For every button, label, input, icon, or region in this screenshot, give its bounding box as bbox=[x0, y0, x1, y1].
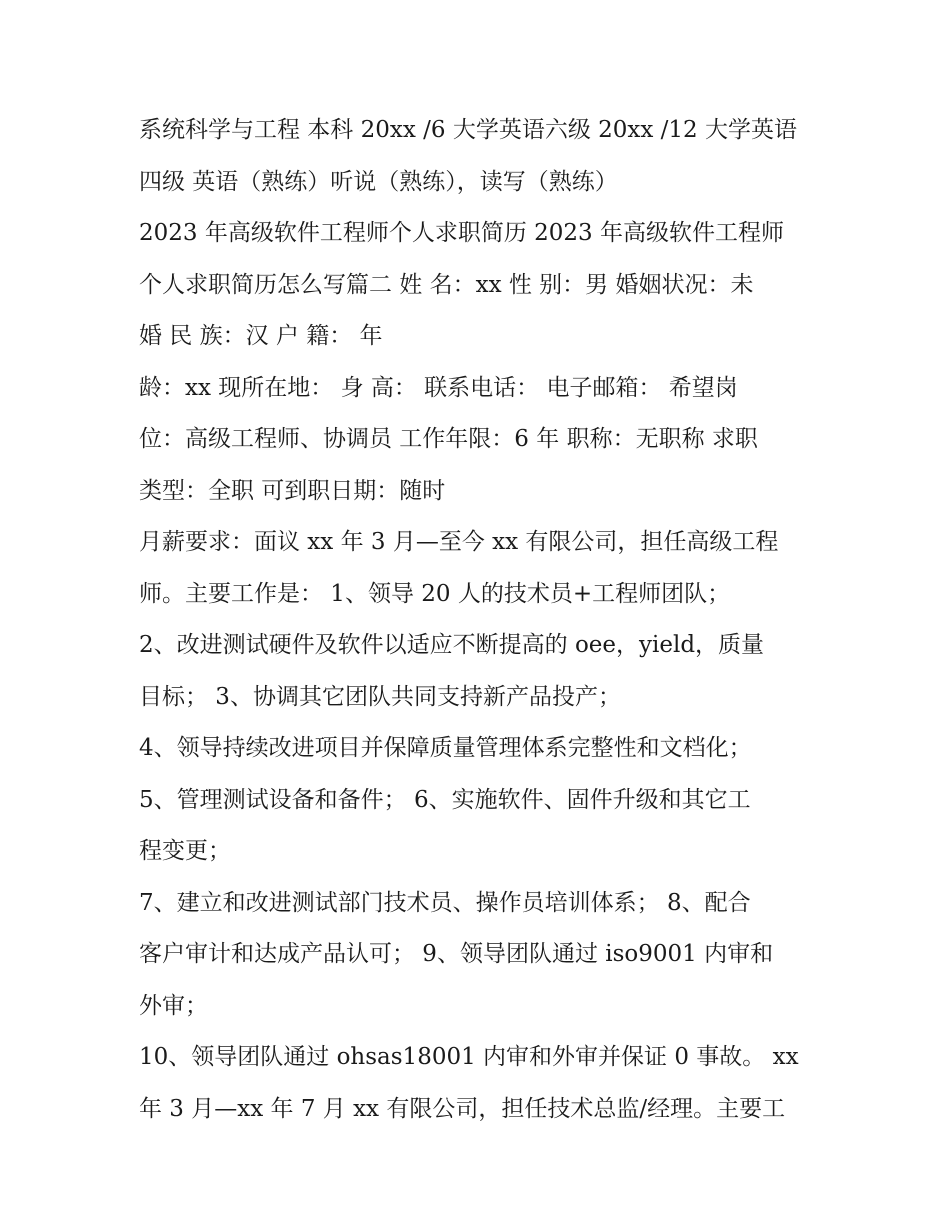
text-line: 个人求职简历怎么写篇二 姓 名：xx 性 别：男 婚姻状况：未 bbox=[139, 271, 754, 298]
text-line: 月薪要求：面议 xx 年 3 月—至今 xx 有限公司，担任高级工程 bbox=[139, 529, 779, 555]
document-body bbox=[139, 105, 819, 1135]
text-line: 程变更； bbox=[139, 838, 231, 864]
text-line: 四级 英语（熟练）听说（熟练），读写（熟练） bbox=[139, 168, 618, 195]
text-line: 年 3 月—xx 年 7 月 xx 有限公司，担任技术总监/经理。主要工 bbox=[139, 1095, 786, 1122]
text-line: 7、建立和改进测试部门技术员、操作员培训体系； 8、配合 bbox=[139, 889, 751, 916]
text-line: 客户审计和达成产品认可； 9、领导团队通过 iso9001 内审和 bbox=[139, 941, 774, 967]
text-line: 外审； bbox=[139, 992, 208, 1019]
text-line: 类型：全职 可到职日期：随时 bbox=[139, 477, 446, 504]
text-line: 4、领导持续改进项目并保障质量管理体系完整性和文档化； bbox=[139, 735, 752, 761]
text-line: 婚 民 族：汉 户 籍： 年 bbox=[139, 323, 383, 349]
text-line: 10、领导团队通过 ohsas18001 内审和外审并保证 0 事故。 xx bbox=[139, 1044, 799, 1070]
text-line: 位：高级工程师、协调员 工作年限：6 年 职称：无职称 求职 bbox=[139, 426, 758, 452]
text-line: 2023 年高级软件工程师个人求职简历 2023 年高级软件工程师 bbox=[139, 220, 784, 246]
text-line: 5、管理测试设备和备件； 6、实施软件、固件升级和其它工 bbox=[139, 786, 751, 813]
text-line: 师。主要工作是： 1、领导 20 人的技术员+工程师团队； bbox=[139, 580, 731, 607]
text-line: 目标； 3、协调其它团队共同支持新产品投产； bbox=[139, 683, 621, 710]
text-line: 系统科学与工程 本科 20xx /6 大学英语六级 20xx /12 大学英语 bbox=[139, 117, 797, 143]
text-line: 龄：xx 现所在地： 身 高： 联系电话： 电子邮箱： 希望岗 bbox=[139, 374, 738, 401]
text-line: 2、改进测试硬件及软件以适应不断提高的 oee，yield，质量 bbox=[139, 632, 765, 658]
